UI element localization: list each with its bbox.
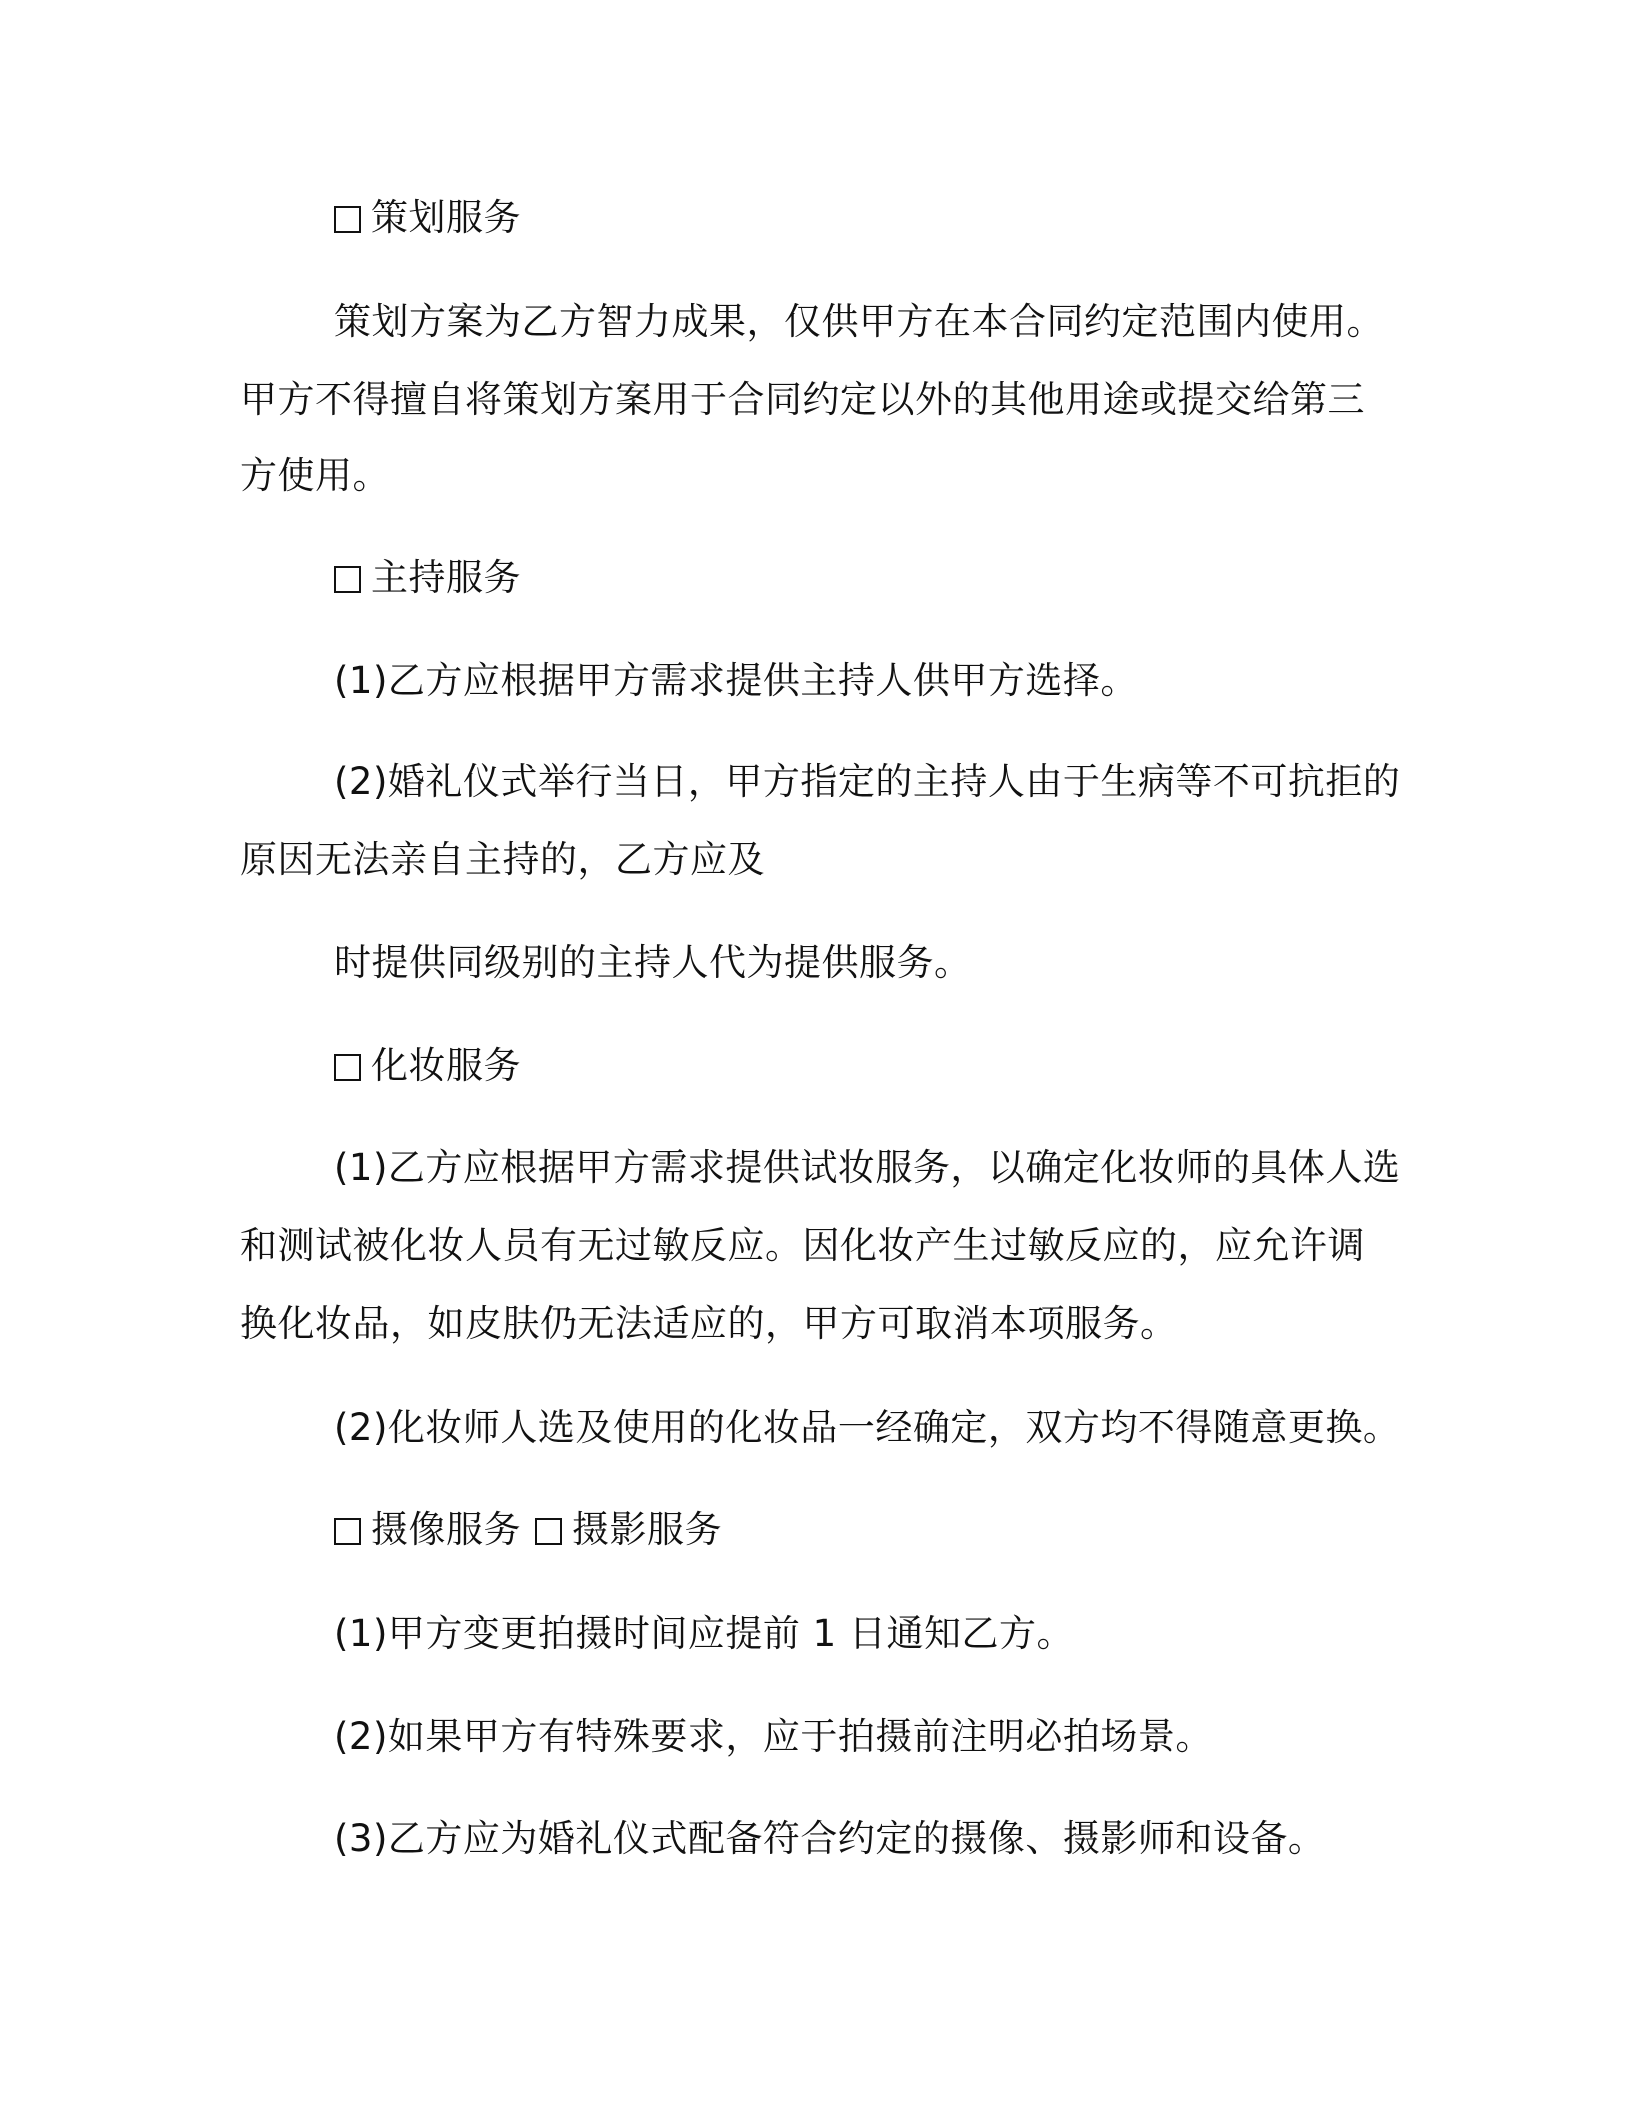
hosting-item-1: (1)乙方应根据甲方需求提供主持人供甲方选择。 <box>334 659 1138 702</box>
heading-planning <box>334 193 521 243</box>
planning-para-line-3: 方使用。 <box>240 454 390 497</box>
makeup-item-1-line-2: 和测试被化妆人员有无过敏反应。因化妆产生过敏反应的，应允许调 <box>240 1224 1365 1267</box>
heading-planning-label: 策划服务 <box>371 196 521 239</box>
hosting-item-2-line-2: 原因无法亲自主持的，乙方应及 <box>240 838 765 881</box>
hosting-item-2-continued: 时提供同级别的主持人代为提供服务。 <box>334 941 972 984</box>
makeup-item-2: (2)化妆师人选及使用的化妆品一经确定，双方均不得随意更换。 <box>334 1406 1401 1449</box>
heading-hosting <box>334 553 521 603</box>
heading-media <box>334 1505 722 1555</box>
checkbox-hosting[interactable] <box>334 566 361 593</box>
media-item-2: (2)如果甲方有特殊要求，应于拍摄前注明必拍场景。 <box>334 1715 1213 1758</box>
checkbox-photo[interactable] <box>535 1518 562 1545</box>
planning-para-line-1: 策划方案为乙方智力成果，仅供甲方在本合同约定范围内使用。 <box>334 300 1384 343</box>
media-item-1: (1)甲方变更拍摄时间应提前 1 日通知乙方。 <box>334 1612 1074 1655</box>
heading-hosting-label: 主持服务 <box>371 556 521 599</box>
checkbox-planning[interactable] <box>334 206 361 233</box>
hosting-item-2-line-1: (2)婚礼仪式举行当日，甲方指定的主持人由于生病等不可抗拒的 <box>334 760 1401 803</box>
heading-makeup-label: 化妆服务 <box>371 1044 521 1087</box>
makeup-item-1-line-3: 换化妆品，如皮肤仍无法适应的，甲方可取消本项服务。 <box>240 1302 1178 1345</box>
makeup-item-1-line-1: (1)乙方应根据甲方需求提供试妆服务，以确定化妆师的具体人选 <box>334 1146 1401 1189</box>
heading-video-label: 摄像服务 <box>371 1508 521 1551</box>
media-item-3: (3)乙方应为婚礼仪式配备符合约定的摄像、摄影师和设备。 <box>334 1817 1326 1860</box>
heading-makeup <box>334 1041 521 1091</box>
checkbox-video[interactable] <box>334 1518 361 1545</box>
checkbox-makeup[interactable] <box>334 1054 361 1081</box>
planning-para-line-2: 甲方不得擅自将策划方案用于合同约定以外的其他用途或提交给第三 <box>240 378 1365 421</box>
heading-photo-label: 摄影服务 <box>572 1508 722 1551</box>
